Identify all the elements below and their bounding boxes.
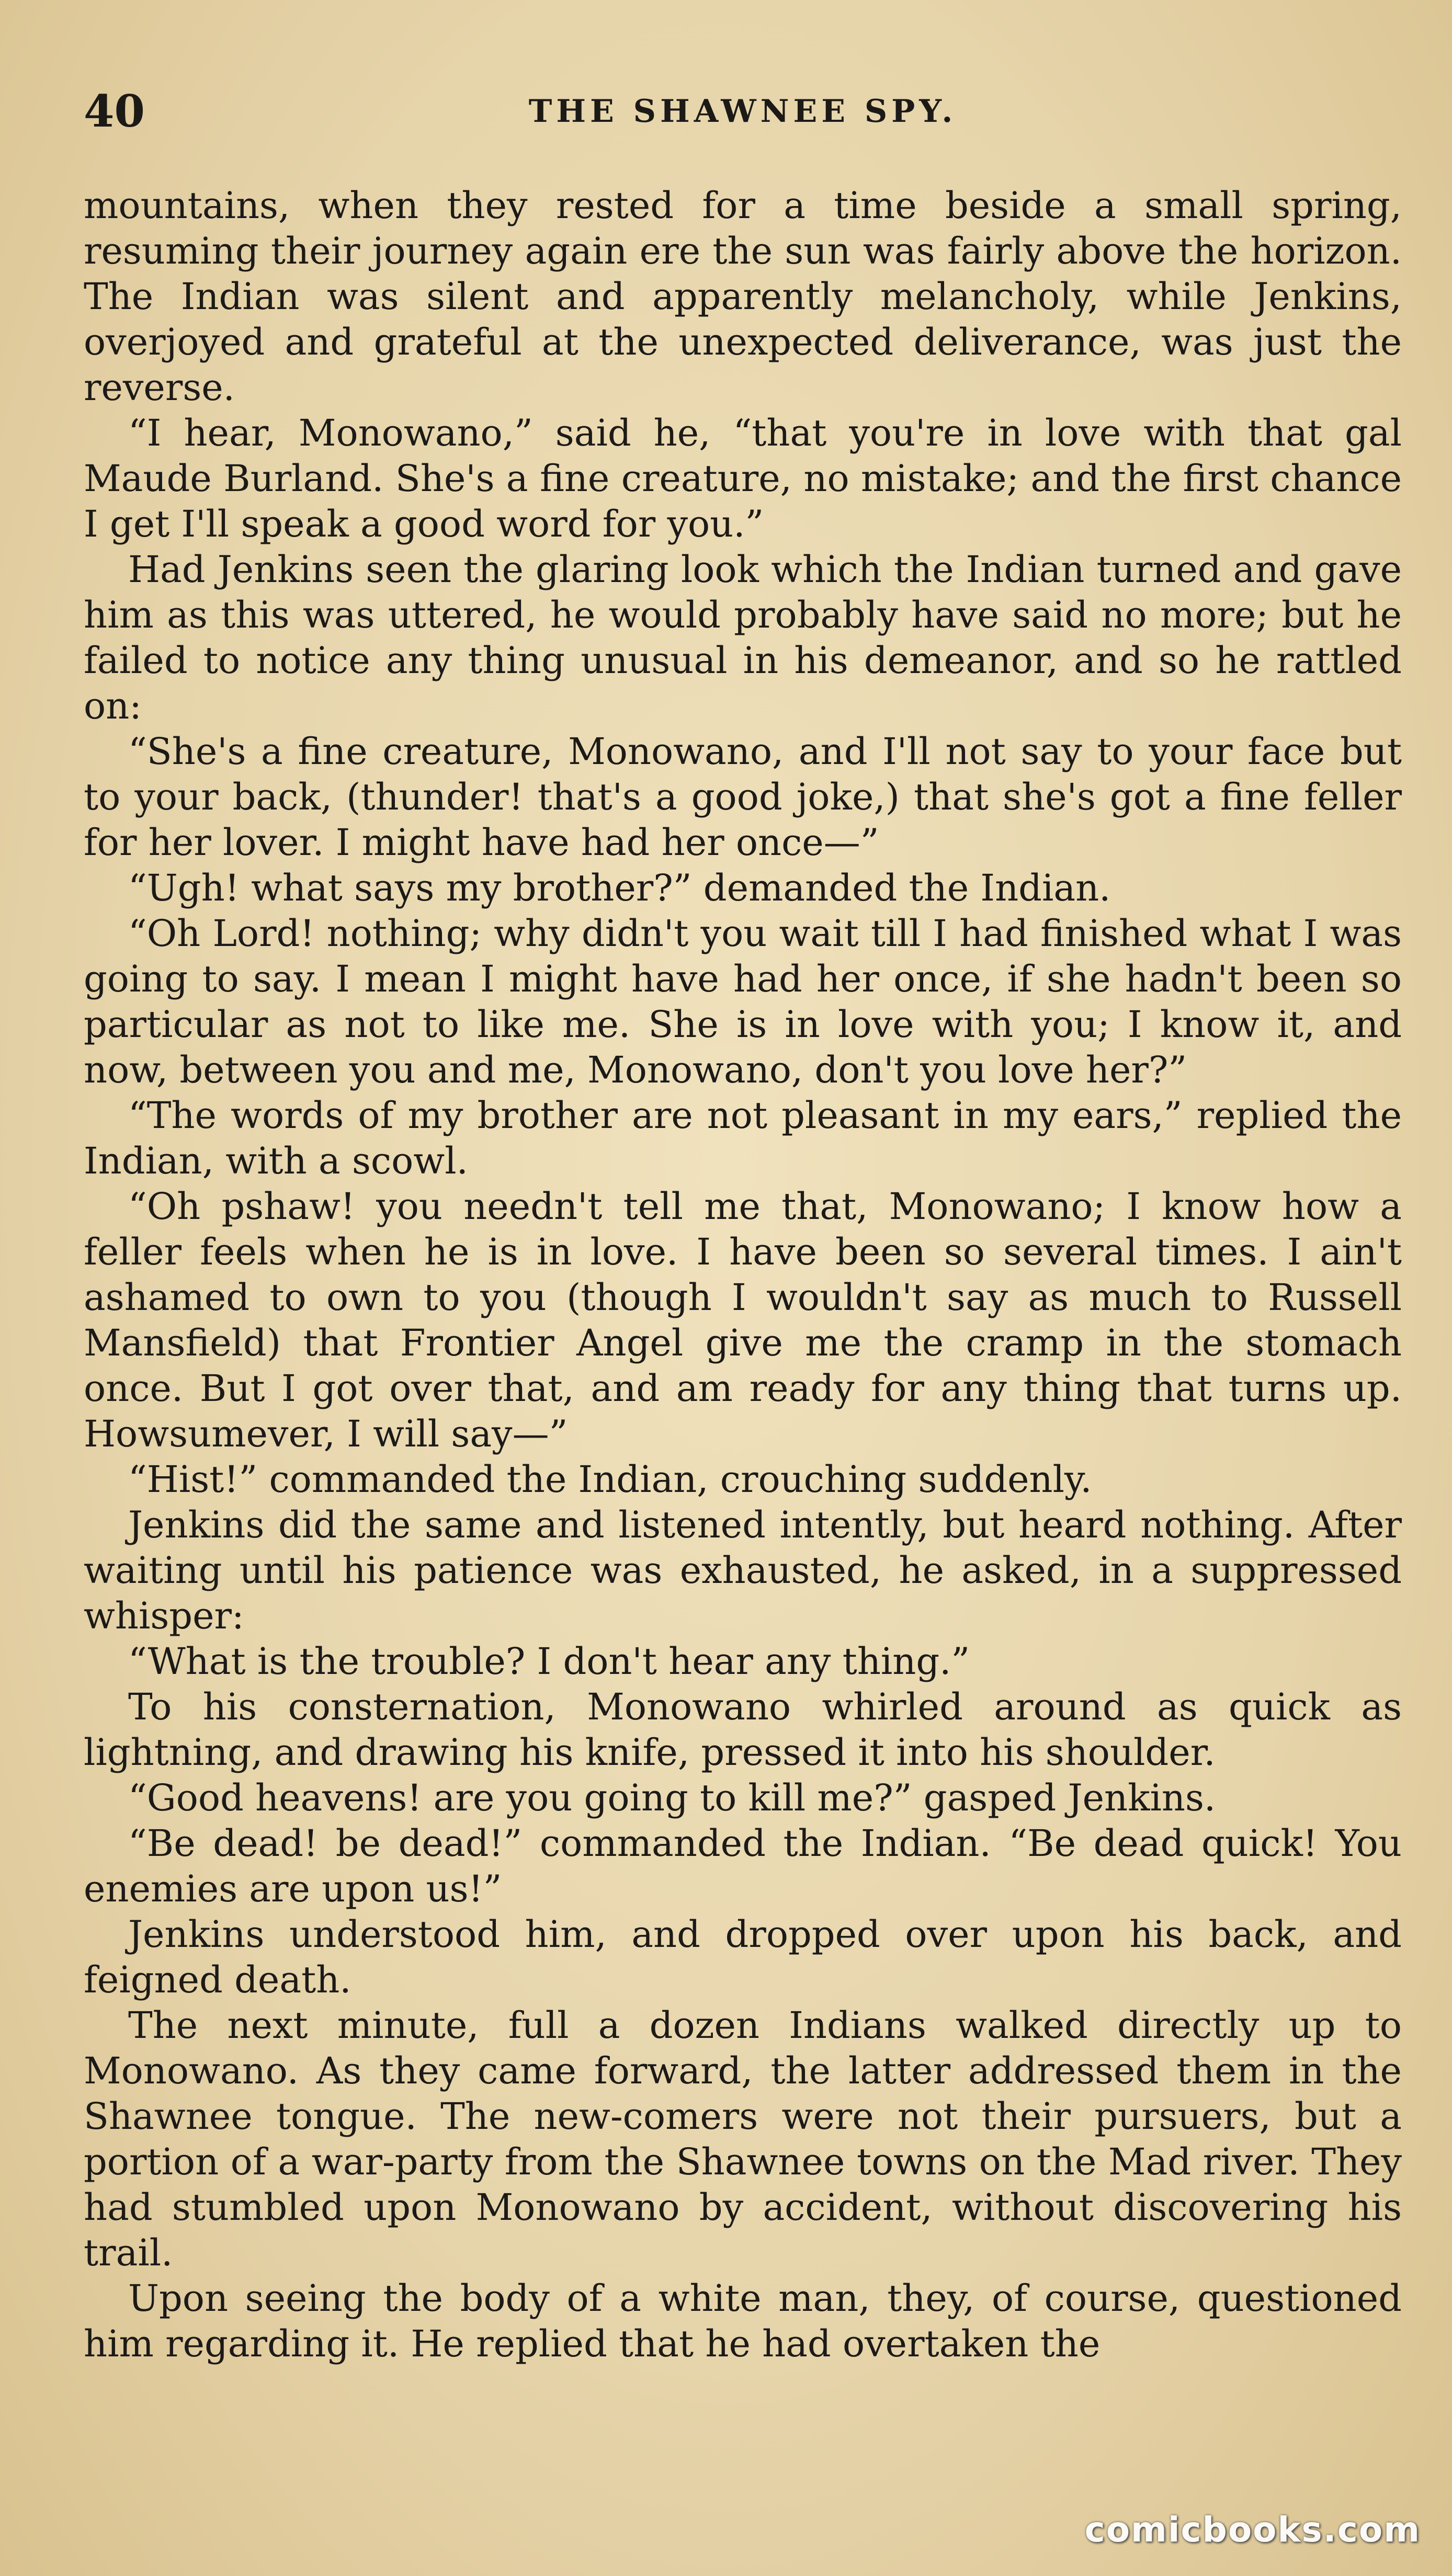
body-text	[84, 183, 1402, 2367]
paragraph: Jenkins understood him, and dropped over upon his back, and feigned death.	[84, 1913, 1402, 2001]
paragraph: “She's a fine creature, Monowano, and I'll not say to your face but to your back, (thunder! that's a good joke,) that she's got a fine feller for her lover. I might have had her once—”	[84, 730, 1402, 864]
paragraph: “What is the trouble? I don't hear any thing.”	[128, 1640, 970, 1683]
paragraph: To his consternation, Monowano whirled around as quick as lightning, and drawing his knife, pressed it into his shoulder.	[84, 1685, 1402, 1774]
paragraph: “The words of my brother are not pleasant in my ears,” replied the Indian, with a scowl.	[84, 1094, 1402, 1182]
running-head: THE SHAWNEE SPY.	[528, 93, 957, 130]
paragraph: “Hist!” commanded the Indian, crouching suddenly.	[128, 1458, 1092, 1501]
paragraph: “Be dead! be dead!” commanded the Indian. “Be dead quick! You enemies are upon us!”	[84, 1822, 1402, 1910]
watermark: comicbooks.com	[1084, 2510, 1421, 2550]
paragraph: “Oh Lord! nothing; why didn't you wait till I had finished what I was going to say. I mean I might have had her once, if she hadn't been so particular as not to like me. She is in love with you; I know it, and now, between you and me, Monowano, don't you love her?”	[84, 912, 1402, 1091]
paragraph: The next minute, full a dozen Indians walked directly up to Monowano. As they came forward, the latter addressed them in the Shawnee tongue. The new-comers were not their pursuers, but a portion of a war-party from the Shawnee towns on the Mad river. They had stumbled upon Monowano by accident, without discovering his trail.	[84, 2004, 1402, 2274]
paragraph: mountains, when they rested for a time beside a small spring, resuming their journey again ere the sun was fairly above the horizon. The Indian was silent and apparently melancholy, while Jenkins, overjoyed and grateful at the unexpected deliverance, was just the reverse.	[84, 184, 1402, 409]
paragraph: “Good heavens! are you going to kill me?” gasped Jenkins.	[128, 1776, 1216, 1819]
page-number: 40	[84, 85, 145, 137]
paragraph: Had Jenkins seen the glaring look which the Indian turned and gave him as this was uttered, he would probably have said no more; but he failed to notice any thing unusual in his demeanor, and so he rattled on:	[84, 548, 1402, 727]
paragraph: “Ugh! what says my brother?” demanded the Indian.	[128, 867, 1111, 909]
paragraph: “I hear, Monowano,” said he, “that you're in love with that gal Maude Burland. She's a fine creature, no mistake; and the first chance I get I'll speak a good word for you.”	[84, 412, 1402, 545]
paragraph: Upon seeing the body of a white man, they, of course, questioned him regarding it. He replied that he had overtaken the	[84, 2277, 1402, 2365]
paragraph: “Oh pshaw! you needn't tell me that, Monowano; I know how a feller feels when he is in love. I have been so several times. I ain't ashamed to own to you (though I wouldn't say as much to Russell Mansfield) that Frontier Angel give me the cramp in the stomach once. But I got over that, and am ready for any thing that turns up. Howsumever, I will say—”	[84, 1185, 1402, 1455]
paragraph: Jenkins did the same and listened intently, but heard nothing. After waiting until his patience was exhausted, he asked, in a suppressed whisper:	[84, 1503, 1402, 1637]
page-header	[84, 83, 1402, 140]
